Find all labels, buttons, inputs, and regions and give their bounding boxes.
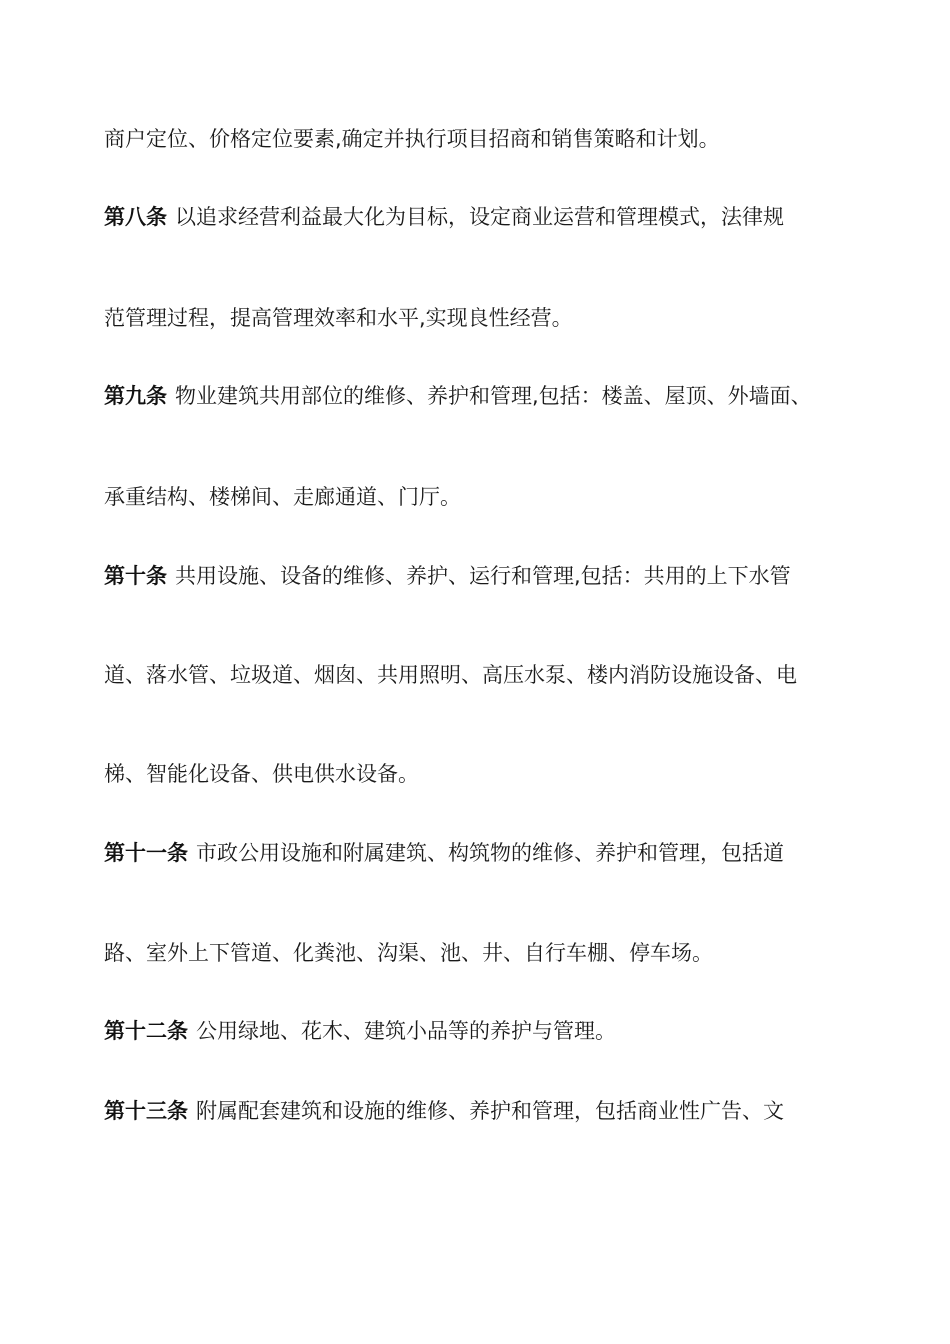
paragraph-line bbox=[104, 660, 797, 690]
article-number: 第十二条 bbox=[104, 1019, 188, 1043]
article-number: 第十三条 bbox=[104, 1099, 188, 1123]
line-text: 梯、智能化设备、供电供水设备。 bbox=[104, 762, 419, 786]
line-text: 范管理过程，提高管理效率和水平,实现良性经营。 bbox=[104, 306, 573, 330]
line-text: 以追求经营利益最大化为目标，设定商业运营和管理模式，法律规 bbox=[175, 205, 784, 229]
paragraph-line bbox=[104, 202, 784, 232]
article-number: 第十一条 bbox=[104, 841, 188, 865]
line-text: 道、落水管、垃圾道、烟囱、共用照明、高压水泵、楼内消防设施设备、电 bbox=[104, 663, 797, 687]
paragraph-line bbox=[104, 482, 461, 512]
paragraph-line bbox=[104, 381, 812, 411]
paragraph-line bbox=[104, 759, 419, 789]
article-number: 第十条 bbox=[104, 564, 167, 588]
line-text: 共用设施、设备的维修、养护、运行和管理,包括：共用的上下水管 bbox=[175, 564, 791, 588]
article-number: 第八条 bbox=[104, 205, 167, 229]
paragraph-line bbox=[104, 303, 573, 333]
paragraph-line bbox=[104, 938, 713, 968]
line-text: 附属配套建筑和设施的维修、养护和管理，包括商业性广告、文 bbox=[196, 1099, 784, 1123]
paragraph-line bbox=[104, 838, 784, 868]
line-text: 商户定位、价格定位要素,确定并执行项目招商和销售策略和计划。 bbox=[104, 127, 720, 151]
article-number: 第九条 bbox=[104, 384, 167, 408]
line-text: 物业建筑共用部位的维修、养护和管理,包括：楼盖、屋顶、外墙面、 bbox=[175, 384, 812, 408]
line-text: 承重结构、楼梯间、走廊通道、门厅。 bbox=[104, 485, 461, 509]
paragraph-line bbox=[104, 1096, 784, 1126]
line-text: 路、室外上下管道、化粪池、沟渠、池、井、自行车棚、停车场。 bbox=[104, 941, 713, 965]
paragraph-line bbox=[104, 1016, 616, 1046]
line-text: 市政公用设施和附属建筑、构筑物的维修、养护和管理，包括道 bbox=[196, 841, 784, 865]
paragraph-line bbox=[104, 561, 791, 591]
paragraph-line bbox=[104, 124, 720, 154]
line-text: 公用绿地、花木、建筑小品等的养护与管理。 bbox=[196, 1019, 616, 1043]
